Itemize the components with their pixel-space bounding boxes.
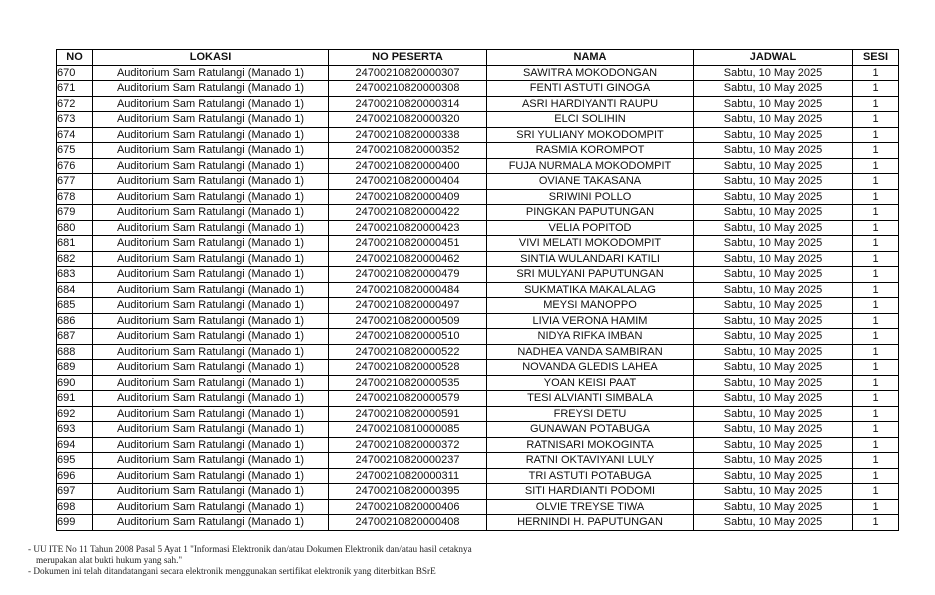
header-lokasi: LOKASI [93,50,329,66]
cell-nama: NOVANDA GLEDIS LAHEA [487,360,694,376]
header-nama: NAMA [487,50,694,66]
cell-no-peserta: 24700210820000591 [329,406,487,422]
table-row [57,205,899,221]
participant-table [56,49,899,531]
cell-jadwal: Sabtu, 10 May 2025 [694,375,853,391]
note-uu-ite: - UU ITE No 11 Tahun 2008 Pasal 5 Ayat 1 "Informasi Elektronik dan/atau Dokumen Elektronik dan/atau hasil cetaknya [28,544,472,554]
cell-jadwal: Sabtu, 10 May 2025 [694,81,853,97]
cell-lokasi: Auditorium Sam Ratulangi (Manado 1) [93,360,329,376]
cell-lokasi: Auditorium Sam Ratulangi (Manado 1) [93,406,329,422]
cell-jadwal: Sabtu, 10 May 2025 [694,360,853,376]
cell-sesi: 1 [853,174,899,190]
cell-lokasi: Auditorium Sam Ratulangi (Manado 1) [93,143,329,159]
cell-no-peserta: 24700210820000535 [329,375,487,391]
table-row [57,453,899,469]
table-row [57,112,899,128]
cell-no: 699 [57,515,93,531]
cell-sesi: 1 [853,282,899,298]
table-row [57,344,899,360]
cell-no: 696 [57,468,93,484]
cell-no-peserta: 24700210820000352 [329,143,487,159]
cell-jadwal: Sabtu, 10 May 2025 [694,329,853,345]
cell-nama: SRIWINI POLLO [487,189,694,205]
header-no-peserta: NO PESERTA [329,50,487,66]
cell-sesi: 1 [853,127,899,143]
cell-lokasi: Auditorium Sam Ratulangi (Manado 1) [93,220,329,236]
table-row [57,313,899,329]
cell-nama: SITI HARDIANTI PODOMI [487,484,694,500]
cell-nama: RATNISARI MOKOGINTA [487,437,694,453]
cell-no-peserta: 24700210820000528 [329,360,487,376]
cell-sesi: 1 [853,360,899,376]
note-bsre-signature: - Dokumen ini telah ditandatangani secara elektronik menggunakan sertifikat elektronik yang diterbitkan BSrE [28,566,436,576]
cell-nama: NIDYA RIFKA IMBAN [487,329,694,345]
table-body [57,65,899,530]
cell-no-peserta: 24700210820000372 [329,437,487,453]
cell-jadwal: Sabtu, 10 May 2025 [694,236,853,252]
cell-no: 677 [57,174,93,190]
cell-no: 692 [57,406,93,422]
cell-nama: SRI YULIANY MOKODOMPIT [487,127,694,143]
cell-nama: GUNAWAN POTABUGA [487,422,694,438]
cell-nama: FUJA NURMALA MOKODOMPIT [487,158,694,174]
cell-jadwal: Sabtu, 10 May 2025 [694,437,853,453]
cell-sesi: 1 [853,422,899,438]
cell-nama: OVIANE TAKASANA [487,174,694,190]
cell-lokasi: Auditorium Sam Ratulangi (Manado 1) [93,189,329,205]
cell-no-peserta: 24700210820000451 [329,236,487,252]
table-row [57,298,899,314]
cell-no: 675 [57,143,93,159]
cell-jadwal: Sabtu, 10 May 2025 [694,112,853,128]
cell-nama: RASMIA KOROMPOT [487,143,694,159]
cell-no: 687 [57,329,93,345]
cell-no: 682 [57,251,93,267]
cell-lokasi: Auditorium Sam Ratulangi (Manado 1) [93,267,329,283]
table-row [57,127,899,143]
cell-lokasi: Auditorium Sam Ratulangi (Manado 1) [93,499,329,515]
cell-no-peserta: 24700210820000406 [329,499,487,515]
cell-lokasi: Auditorium Sam Ratulangi (Manado 1) [93,81,329,97]
cell-no: 679 [57,205,93,221]
cell-sesi: 1 [853,375,899,391]
table-row [57,422,899,438]
cell-nama: VIVI MELATI MOKODOMPIT [487,236,694,252]
cell-no-peserta: 24700210820000422 [329,205,487,221]
cell-jadwal: Sabtu, 10 May 2025 [694,391,853,407]
table-row [57,81,899,97]
table-row [57,484,899,500]
cell-nama: HERNINDI H. PAPUTUNGAN [487,515,694,531]
cell-jadwal: Sabtu, 10 May 2025 [694,158,853,174]
cell-jadwal: Sabtu, 10 May 2025 [694,282,853,298]
cell-no-peserta: 24700210820000522 [329,344,487,360]
table-row [57,375,899,391]
cell-nama: FENTI ASTUTI GINOGA [487,81,694,97]
table-header-row [57,50,899,66]
cell-lokasi: Auditorium Sam Ratulangi (Manado 1) [93,468,329,484]
table-row [57,174,899,190]
cell-nama: SINTIA WULANDARI KATILI [487,251,694,267]
cell-sesi: 1 [853,437,899,453]
cell-jadwal: Sabtu, 10 May 2025 [694,468,853,484]
cell-no-peserta: 24700210820000509 [329,313,487,329]
cell-no: 694 [57,437,93,453]
cell-no-peserta: 24700210820000579 [329,391,487,407]
table-row [57,329,899,345]
cell-no: 689 [57,360,93,376]
cell-lokasi: Auditorium Sam Ratulangi (Manado 1) [93,282,329,298]
cell-lokasi: Auditorium Sam Ratulangi (Manado 1) [93,453,329,469]
cell-jadwal: Sabtu, 10 May 2025 [694,344,853,360]
cell-no-peserta: 24700210820000404 [329,174,487,190]
cell-no-peserta: 24700210820000423 [329,220,487,236]
cell-no: 690 [57,375,93,391]
cell-lokasi: Auditorium Sam Ratulangi (Manado 1) [93,205,329,221]
cell-sesi: 1 [853,158,899,174]
cell-sesi: 1 [853,313,899,329]
cell-lokasi: Auditorium Sam Ratulangi (Manado 1) [93,391,329,407]
cell-lokasi: Auditorium Sam Ratulangi (Manado 1) [93,329,329,345]
cell-jadwal: Sabtu, 10 May 2025 [694,453,853,469]
table-row [57,437,899,453]
table-row [57,65,899,81]
table-row [57,189,899,205]
cell-lokasi: Auditorium Sam Ratulangi (Manado 1) [93,127,329,143]
cell-lokasi: Auditorium Sam Ratulangi (Manado 1) [93,313,329,329]
cell-sesi: 1 [853,298,899,314]
cell-nama: RATNI OKTAVIYANI LULY [487,453,694,469]
note-uu-ite-continued: merupakan alat bukti hukum yang sah." [36,555,183,565]
header-jadwal: JADWAL [694,50,853,66]
cell-lokasi: Auditorium Sam Ratulangi (Manado 1) [93,158,329,174]
header-no: NO [57,50,93,66]
cell-lokasi: Auditorium Sam Ratulangi (Manado 1) [93,251,329,267]
cell-lokasi: Auditorium Sam Ratulangi (Manado 1) [93,112,329,128]
cell-sesi: 1 [853,406,899,422]
cell-no: 670 [57,65,93,81]
cell-sesi: 1 [853,391,899,407]
cell-no-peserta: 24700210820000307 [329,65,487,81]
cell-nama: ELCI SOLIHIN [487,112,694,128]
cell-nama: NADHEA VANDA SAMBIRAN [487,344,694,360]
cell-no: 683 [57,267,93,283]
cell-nama: SAWITRA MOKODONGAN [487,65,694,81]
table-row [57,251,899,267]
cell-no: 686 [57,313,93,329]
cell-jadwal: Sabtu, 10 May 2025 [694,499,853,515]
cell-no-peserta: 24700210820000409 [329,189,487,205]
cell-nama: OLVIE TREYSE TIWA [487,499,694,515]
table-row [57,236,899,252]
cell-no-peserta: 24700210820000314 [329,96,487,112]
cell-nama: PINGKAN PAPUTUNGAN [487,205,694,221]
cell-no: 695 [57,453,93,469]
cell-lokasi: Auditorium Sam Ratulangi (Manado 1) [93,174,329,190]
cell-no: 688 [57,344,93,360]
cell-lokasi: Auditorium Sam Ratulangi (Manado 1) [93,515,329,531]
cell-nama: SRI MULYANI PAPUTUNGAN [487,267,694,283]
cell-lokasi: Auditorium Sam Ratulangi (Manado 1) [93,344,329,360]
cell-lokasi: Auditorium Sam Ratulangi (Manado 1) [93,437,329,453]
cell-sesi: 1 [853,468,899,484]
cell-no: 673 [57,112,93,128]
table-row [57,391,899,407]
cell-sesi: 1 [853,329,899,345]
cell-nama: SUKMATIKA MAKALALAG [487,282,694,298]
table-row [57,515,899,531]
cell-no: 671 [57,81,93,97]
cell-no: 674 [57,127,93,143]
cell-no-peserta: 24700210820000408 [329,515,487,531]
table-row [57,267,899,283]
cell-no-peserta: 24700210820000497 [329,298,487,314]
cell-jadwal: Sabtu, 10 May 2025 [694,189,853,205]
cell-lokasi: Auditorium Sam Ratulangi (Manado 1) [93,298,329,314]
cell-nama: YOAN KEISI PAAT [487,375,694,391]
cell-jadwal: Sabtu, 10 May 2025 [694,220,853,236]
cell-sesi: 1 [853,236,899,252]
cell-jadwal: Sabtu, 10 May 2025 [694,515,853,531]
cell-no: 698 [57,499,93,515]
cell-no: 684 [57,282,93,298]
cell-jadwal: Sabtu, 10 May 2025 [694,313,853,329]
cell-no-peserta: 24700210820000479 [329,267,487,283]
cell-lokasi: Auditorium Sam Ratulangi (Manado 1) [93,65,329,81]
table-row [57,220,899,236]
table-row [57,143,899,159]
cell-jadwal: Sabtu, 10 May 2025 [694,127,853,143]
footer-notes [28,544,528,577]
cell-sesi: 1 [853,251,899,267]
cell-jadwal: Sabtu, 10 May 2025 [694,96,853,112]
cell-lokasi: Auditorium Sam Ratulangi (Manado 1) [93,96,329,112]
cell-nama: TESI ALVIANTI SIMBALA [487,391,694,407]
cell-sesi: 1 [853,65,899,81]
cell-sesi: 1 [853,220,899,236]
cell-jadwal: Sabtu, 10 May 2025 [694,174,853,190]
cell-jadwal: Sabtu, 10 May 2025 [694,298,853,314]
cell-no: 678 [57,189,93,205]
cell-jadwal: Sabtu, 10 May 2025 [694,205,853,221]
cell-sesi: 1 [853,484,899,500]
cell-no: 681 [57,236,93,252]
cell-jadwal: Sabtu, 10 May 2025 [694,143,853,159]
table-row [57,158,899,174]
cell-sesi: 1 [853,515,899,531]
table-row [57,282,899,298]
cell-jadwal: Sabtu, 10 May 2025 [694,267,853,283]
cell-no-peserta: 24700210820000237 [329,453,487,469]
cell-nama: FREYSI DETU [487,406,694,422]
cell-no: 693 [57,422,93,438]
cell-no: 685 [57,298,93,314]
cell-no-peserta: 24700210810000085 [329,422,487,438]
cell-no-peserta: 24700210820000320 [329,112,487,128]
cell-sesi: 1 [853,453,899,469]
cell-no-peserta: 24700210820000510 [329,329,487,345]
cell-sesi: 1 [853,143,899,159]
cell-nama: LIVIA VERONA HAMIM [487,313,694,329]
cell-no: 680 [57,220,93,236]
table-row [57,96,899,112]
cell-no-peserta: 24700210820000484 [329,282,487,298]
cell-sesi: 1 [853,267,899,283]
cell-lokasi: Auditorium Sam Ratulangi (Manado 1) [93,484,329,500]
cell-no-peserta: 24700210820000338 [329,127,487,143]
cell-no-peserta: 24700210820000400 [329,158,487,174]
cell-no: 672 [57,96,93,112]
cell-no: 676 [57,158,93,174]
table-row [57,468,899,484]
table-row [57,406,899,422]
cell-sesi: 1 [853,96,899,112]
cell-jadwal: Sabtu, 10 May 2025 [694,251,853,267]
cell-sesi: 1 [853,81,899,97]
cell-jadwal: Sabtu, 10 May 2025 [694,65,853,81]
table-row [57,360,899,376]
cell-lokasi: Auditorium Sam Ratulangi (Manado 1) [93,236,329,252]
table-row [57,499,899,515]
cell-sesi: 1 [853,205,899,221]
cell-jadwal: Sabtu, 10 May 2025 [694,484,853,500]
cell-no-peserta: 24700210820000395 [329,484,487,500]
header-sesi: SESI [853,50,899,66]
cell-nama: TRI ASTUTI POTABUGA [487,468,694,484]
cell-lokasi: Auditorium Sam Ratulangi (Manado 1) [93,422,329,438]
cell-nama: MEYSI MANOPPO [487,298,694,314]
cell-sesi: 1 [853,112,899,128]
cell-no-peserta: 24700210820000308 [329,81,487,97]
cell-nama: ASRI HARDIYANTI RAUPU [487,96,694,112]
cell-nama: VELIA POPITOD [487,220,694,236]
cell-jadwal: Sabtu, 10 May 2025 [694,406,853,422]
cell-no: 691 [57,391,93,407]
cell-no-peserta: 24700210820000311 [329,468,487,484]
cell-no: 697 [57,484,93,500]
cell-sesi: 1 [853,499,899,515]
cell-lokasi: Auditorium Sam Ratulangi (Manado 1) [93,375,329,391]
cell-sesi: 1 [853,189,899,205]
cell-no-peserta: 24700210820000462 [329,251,487,267]
cell-sesi: 1 [853,344,899,360]
cell-jadwal: Sabtu, 10 May 2025 [694,422,853,438]
